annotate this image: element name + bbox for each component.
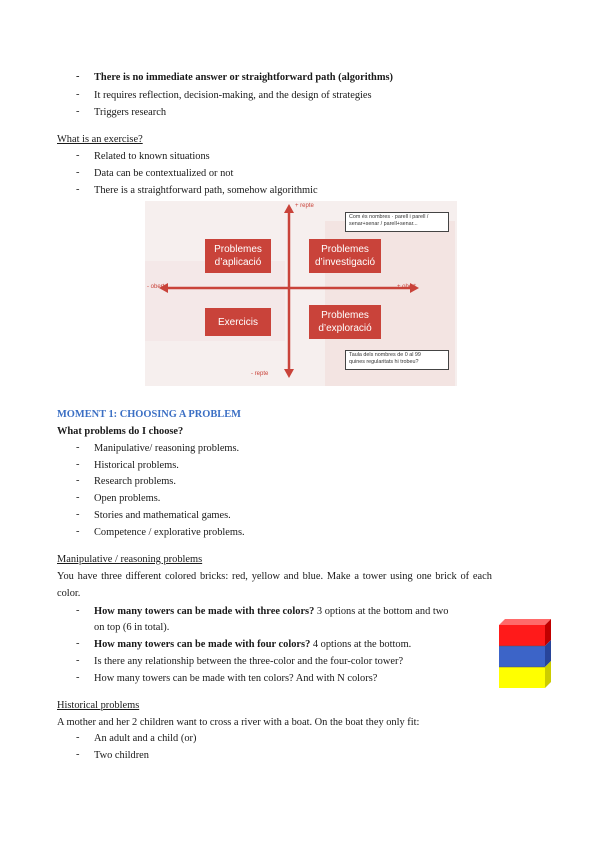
historical-item-2: Two children	[94, 750, 149, 761]
axis-label-right: + obert	[397, 284, 416, 290]
exercise-item-1: Related to known situations	[94, 151, 210, 162]
moment-item-4: Open problems.	[94, 493, 161, 504]
bullet-dash: -	[76, 106, 80, 117]
intro-item-3: Triggers research	[94, 107, 167, 118]
bullet-dash: -	[76, 672, 80, 683]
historical-heading: Historical problems	[57, 700, 140, 711]
bullet-dash: -	[76, 475, 80, 486]
box-exploration-problems: Problemes d’exploració	[309, 305, 381, 339]
bullet-dash: -	[76, 605, 80, 616]
intro-item-1: There is no immediate answer or straightforward path (algorithms)	[94, 72, 393, 83]
bullet-dash: -	[76, 442, 80, 453]
exercise-item-3: There is a straightforward path, somehow algorithmic	[94, 185, 318, 196]
manipulative-paragraph-line2: color.	[57, 588, 81, 599]
bullet-dash: -	[76, 71, 80, 82]
bullet-dash: -	[76, 167, 80, 178]
brick-tower-image	[499, 619, 551, 689]
bullet-dash: -	[76, 509, 80, 520]
question-4: How many towers can be made with ten colors? And with N colors?	[94, 673, 378, 684]
moment-item-3: Research problems.	[94, 476, 176, 487]
intro-item-2: It requires reflection, decision-making, and the design of strategies	[94, 90, 372, 101]
box-applied-problems: Problemes d’aplicació	[205, 239, 271, 273]
axis-label-bottom: - repte	[251, 371, 269, 377]
moment-item-2: Historical problems.	[94, 460, 179, 471]
exercise-heading: What is an exercise?	[57, 134, 143, 145]
problem-types-diagram	[145, 201, 457, 386]
bullet-dash: -	[76, 184, 80, 195]
note-top: Com és nombres · parell i parell / senar+senar / parell+senar...	[345, 212, 449, 232]
moment-item-5: Stories and mathematical games.	[94, 510, 231, 521]
bullet-dash: -	[76, 89, 80, 100]
bullet-dash: -	[76, 150, 80, 161]
bullet-dash: -	[76, 459, 80, 470]
question-3: Is there any relationship between the three-color and the four-color tower?	[94, 656, 404, 667]
moment-item-6: Competence / explorative problems.	[94, 527, 245, 538]
bullet-dash: -	[76, 732, 80, 743]
bullet-dash: -	[76, 749, 80, 760]
box-exercises: Exercicis	[205, 308, 271, 336]
moment-title: MOMENT 1: CHOOSING A PROBLEM	[57, 409, 241, 420]
bullet-dash: -	[76, 526, 80, 537]
historical-paragraph: A mother and her 2 children want to cross a river with a boat. On the boat they only fit:	[57, 717, 420, 728]
moment-question: What problems do I choose?	[57, 426, 184, 437]
axis-label-left: - obert	[147, 284, 165, 290]
bullet-dash: -	[76, 492, 80, 503]
historical-item-1: An adult and a child (or)	[94, 733, 197, 744]
question-1: How many towers can be made with three colors? 3 options at the bottom and two	[94, 606, 449, 617]
bullet-dash: -	[76, 638, 80, 649]
axis-label-top: + repte	[295, 203, 314, 209]
moment-item-1: Manipulative/ reasoning problems.	[94, 443, 240, 454]
manipulative-heading: Manipulative / reasoning problems	[57, 554, 203, 565]
exercise-item-2: Data can be contextualized or not	[94, 168, 234, 179]
bullet-dash: -	[76, 655, 80, 666]
box-research-problems: Problemes d’investigació	[309, 239, 381, 273]
question-2: How many towers can be made with four colors? 4 options at the bottom.	[94, 639, 412, 650]
manipulative-paragraph-line1: You have three different colored bricks: red, yellow and blue. Make a tower using one brick of each	[57, 571, 492, 582]
note-bottom: Taula dels nombres de 0 al 99 quines regularitats hi trobeu?	[345, 350, 449, 370]
question-1-continued: on top (6 in total).	[94, 622, 170, 633]
brick-tower-svg	[499, 619, 551, 689]
